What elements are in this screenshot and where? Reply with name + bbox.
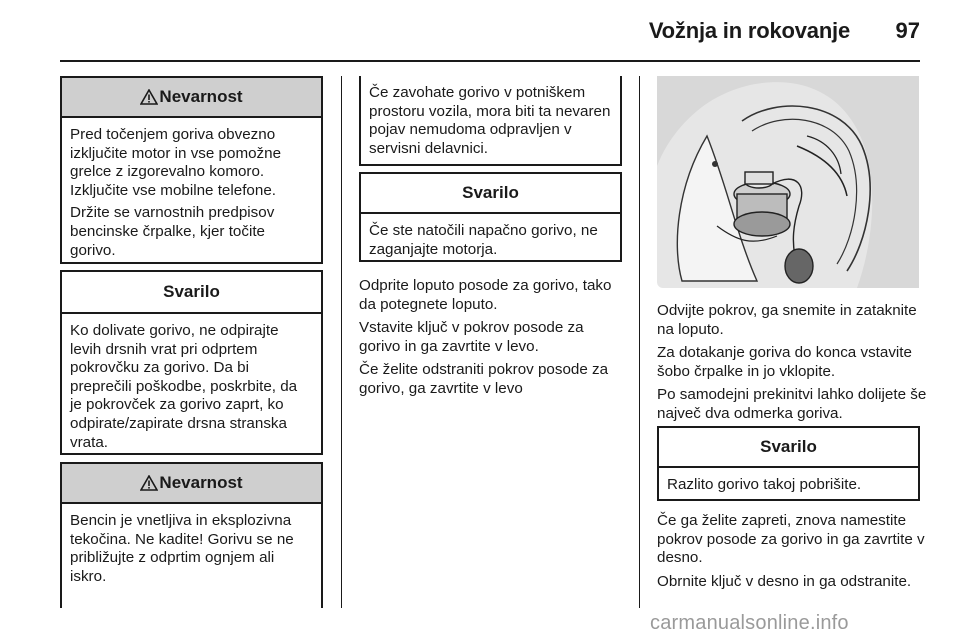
danger-box-heading: Nevarnost xyxy=(62,464,321,504)
header-rule xyxy=(60,60,920,62)
paragraph: Odprite loputo posode za gorivo, tako da potegnete loputo. xyxy=(359,277,612,313)
warning-box-2 xyxy=(359,172,622,262)
warning-box-body xyxy=(62,314,321,462)
danger-box-2 xyxy=(60,462,323,608)
warning-box-body xyxy=(659,468,918,505)
paragraph: Pred točenjem goriva obvezno izključite motor in vse pomožne grelce z izgorevalno komoro. Izključite vse mobilne telefone. xyxy=(70,126,282,199)
paragraph: Vstavite ključ v pokrov posode za gorivo in ga zavrtite v levo. xyxy=(359,319,584,355)
warning-box-3 xyxy=(657,426,920,501)
page-number: 97 xyxy=(895,18,920,43)
column-divider-1 xyxy=(341,76,342,608)
warning-box-heading: Svarilo xyxy=(62,272,321,314)
continued-danger-box xyxy=(359,76,622,166)
warning-triangle-icon xyxy=(140,475,158,491)
paragraph: Če ga želite zapreti, znova namestite pokrov posode za gorivo in ga zavrtite v desno. xyxy=(657,512,925,567)
column3-body-text-bottom xyxy=(657,512,927,596)
column2-body-text xyxy=(359,277,627,404)
paragraph: Razlito gorivo takoj pobrišite. xyxy=(667,476,862,493)
warning-box-1 xyxy=(60,270,323,455)
danger-box-body xyxy=(62,504,321,596)
warning-box-body xyxy=(361,214,620,269)
paragraph: Ko dolivate gorivo, ne odpirajte levih drsnih vrat pri odprtem pokrovčku za gorivo. Da bi preprečili poškodbe, poskrbite, da je pokrovček za gorivo zaprt, ko odpirate/zapirate drsna stranska vrata. xyxy=(70,322,298,451)
paragraph: Če želite odstraniti pokrov posode za gorivo, ga zavrtite v levo xyxy=(359,361,609,397)
warning-box-heading: Svarilo xyxy=(361,174,620,214)
danger-box-heading: Nevarnost xyxy=(62,78,321,118)
page-title: Vožnja in rokovanje xyxy=(648,18,850,43)
warning-triangle-icon xyxy=(140,89,158,105)
column-divider-2 xyxy=(639,76,640,608)
danger-box-body xyxy=(62,118,321,270)
paragraph: Odvijte pokrov, ga snemite in zataknite na loputo. xyxy=(657,302,917,338)
paragraph: Za dotakanje goriva do konca vstavite šobo črpalke in jo vklopite. xyxy=(657,344,912,380)
column3-body-text-top xyxy=(657,302,927,429)
paragraph: Po samodejni prekinitvi lahko dolijete še največ dva odmerka goriva. xyxy=(657,386,927,422)
paragraph: Držite se varnostnih predpisov bencinske črpalke, kjer točite gorivo. xyxy=(70,204,275,259)
watermark: carmanualsonline.info xyxy=(650,612,849,634)
paragraph: Obrnite ključ v desno in ga odstranite. xyxy=(657,572,912,590)
continued-box-body xyxy=(361,76,620,168)
paragraph: Če ste natočili napačno gorivo, ne zaganjajte motorja. xyxy=(369,222,598,258)
fuel-filler-cap-illustration xyxy=(657,76,919,288)
danger-box-1 xyxy=(60,76,323,264)
paragraph: Če zavohate gorivo v potniškem prostoru vozila, mora biti ta nevaren pojav nemudoma odpravljen v servisni delavnici. xyxy=(369,84,611,157)
paragraph: Bencin je vnetljiva in eksplozivna tekočina. Ne kadite! Gorivu se ne približujte z odprtim ognjem ali iskro. xyxy=(70,512,294,585)
warning-box-heading: Svarilo xyxy=(659,428,918,468)
